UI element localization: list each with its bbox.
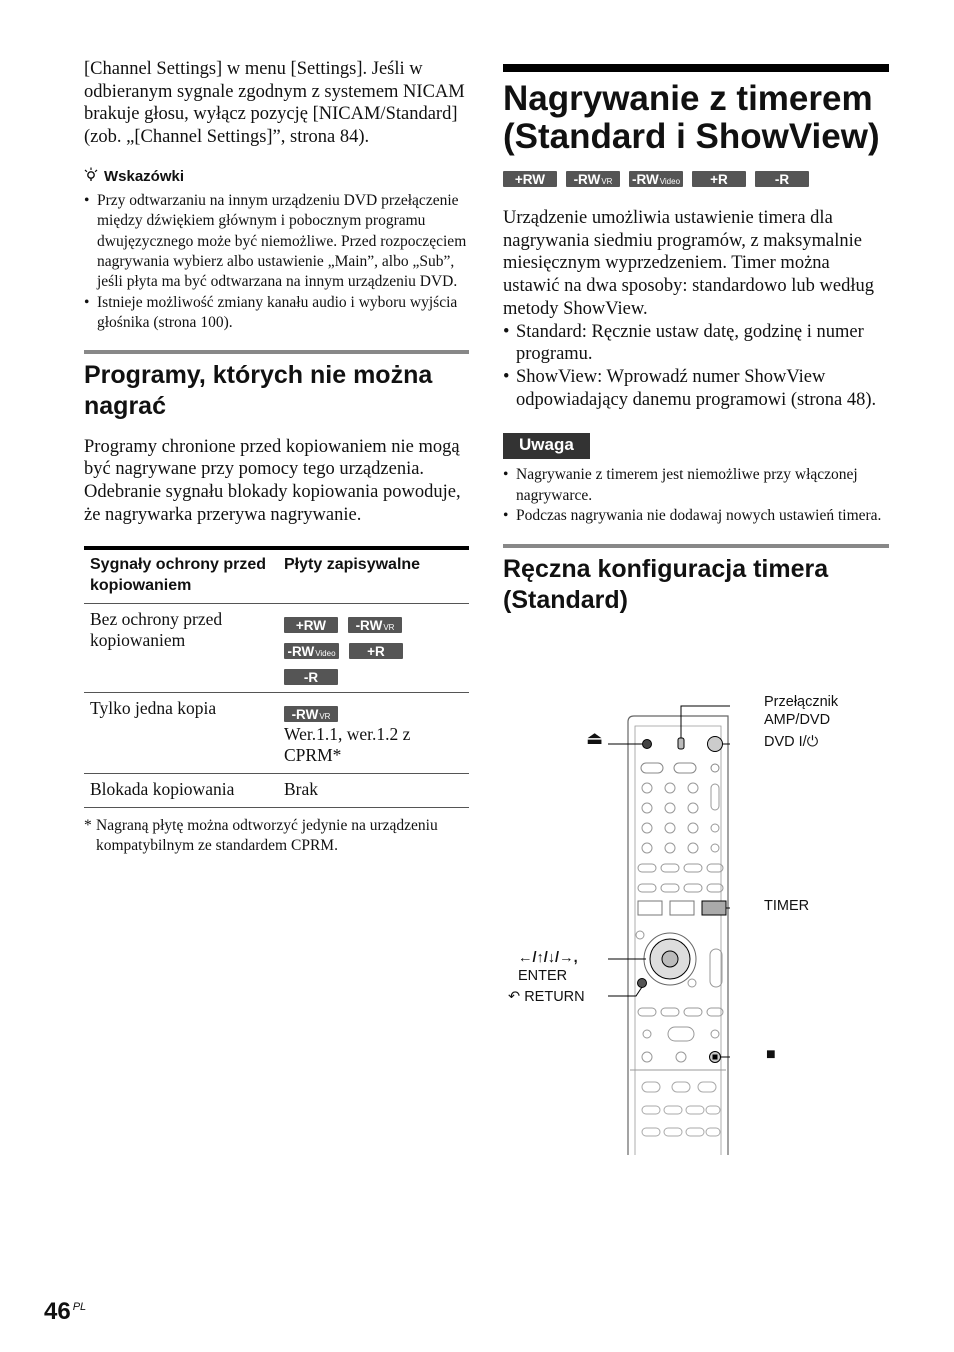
footnote-text: Nagraną płytę można odtworzyć jedynie na urządzeniu kompatybilnym ze standardem CPRM. xyxy=(96,816,438,855)
tip-item: • Przy odtwarzaniu na innym urządzeniu DVD przełączenie między dźwiękiem głównym i pobocznym programu dwujęzycznego może być niemożliwe. Przed rozpoczęciem nagrywania wybierz albo ustawienie „Main”, albo „Sub”, jeśli płyta ma być odtwarzana na innym urządzeniu DVD. xyxy=(84,191,469,293)
method-list xyxy=(503,321,889,412)
badge-plus-r: +R xyxy=(692,171,746,187)
tips-title: Wskazówki xyxy=(104,168,185,186)
badge-minus-r: -R xyxy=(284,669,338,685)
footnote-mark: * xyxy=(84,816,92,834)
return-label: ↶ RETURN xyxy=(508,989,585,1005)
table-row xyxy=(84,693,469,774)
section-title-unrecordable: Programy, których nie można nagrać xyxy=(84,360,433,420)
cell-signal: Bez ochrony przed kopiowaniem xyxy=(90,609,223,651)
disc-badges xyxy=(284,617,463,685)
section-paragraph-2: Odebranie sygnału blokady kopiowania powoduje, że nagrywarka przerywa nagrywanie. xyxy=(84,482,461,525)
subsection-title: Ręczna konfiguracja timera (Standard) xyxy=(503,554,829,614)
header-discs: Płyty zapisywalne xyxy=(284,556,421,574)
header-signal: Sygnały ochrony przed kopiowaniem xyxy=(90,556,267,594)
cell-discs xyxy=(278,693,469,774)
table-header-row xyxy=(84,548,469,604)
intro-paragraph: Urządzenie umożliwia ustawienie timera dla nagrywania siedmiu programów, z maksymalnie miesięcznym wyprzedzeniem. Timer można ustawić na dwa sposoby: standardowo lub według metody ShowView. xyxy=(503,208,874,319)
cell-signal: Tylko jedna kopia xyxy=(90,698,217,719)
note-item: • Podczas nagrywania nie dodawaj nowych ustawień timera. xyxy=(503,506,889,526)
copy-protection-table xyxy=(84,546,469,808)
badge-minus-r: -R xyxy=(755,171,809,187)
badge-minus-rw-vr: -RW $_{VR}$ xyxy=(284,706,338,722)
table-row xyxy=(84,604,469,693)
badge-plus-rw: +RW xyxy=(284,617,338,633)
title-badges xyxy=(503,171,889,187)
section-rule xyxy=(84,350,469,354)
tips-list xyxy=(84,191,469,334)
left-column xyxy=(84,58,469,857)
dvd-power-label: DVD I/⏻ xyxy=(764,734,819,750)
badge-plus-rw: +RW xyxy=(503,171,557,187)
note-label: Uwaga xyxy=(503,433,590,459)
subsection-rule xyxy=(503,544,889,548)
timer-label: TIMER xyxy=(764,898,810,914)
method-item: • ShowView: Wprowadź numer ShowView odpowiadający danemu programowi (strona 48). xyxy=(503,366,889,411)
cell-note: Brak xyxy=(284,778,319,799)
amp-dvd-label: Przełącznik AMP/DVD xyxy=(764,694,839,728)
badge-plus-r: +R xyxy=(349,643,403,659)
return-icon: ↶ xyxy=(508,989,521,1005)
cell-discs xyxy=(278,604,469,693)
remote-control-illustration xyxy=(580,700,730,1155)
enter-label: ENTER xyxy=(518,968,568,984)
intro-paragraph: [Channel Settings] w menu [Settings]. Jeśli w odbieranym sygnale zgodnym z systemem NICAM brakuje głosu, wyłącz pozycję [NICAM/Standard] (zob. „[Channel Settings]”, strona 84). xyxy=(84,59,465,148)
notes-list xyxy=(503,465,889,526)
tip-item: • Istnieje możliwość zmiany kanału audio i wyboru wyjścia głośnika (strona 100). xyxy=(84,293,469,334)
tips-heading xyxy=(84,167,469,187)
lightbulb-icon xyxy=(84,167,98,187)
page-title: Nagrywanie z timerem (Standard i ShowView) xyxy=(503,79,880,156)
page-number: 46 $^{PL}$ xyxy=(44,1298,87,1325)
title-rule xyxy=(503,64,889,72)
table-row xyxy=(84,773,469,807)
badge-minus-rw-vr: -RW $_{VR}$ xyxy=(348,617,402,633)
cell-note: Wer.1.1, wer.1.2 z CPRM* xyxy=(284,723,411,765)
method-item: • Standard: Ręcznie ustaw datę, godzinę i numer programu. xyxy=(503,321,889,366)
note-item: • Nagrywanie z timerem jest niemożliwe przy włączonej nagrywarce. xyxy=(503,465,889,506)
badge-minus-rw-video: -RW $_{Video}$ xyxy=(284,643,339,659)
arrows-label: ←/↑/↓/→, xyxy=(518,950,578,966)
badge-minus-rw-vr: -RW $_{VR}$ xyxy=(566,171,620,187)
section-paragraph-1: Programy chronione przed kopiowaniem nie mogą być nagrywane przy pomocy tego urządzenia. xyxy=(84,436,460,480)
eject-icon: ⏏ xyxy=(586,728,604,748)
table-footnote xyxy=(84,816,469,857)
badge-minus-rw-video: -RW $_{Video}$ xyxy=(629,171,683,187)
cell-signal: Blokada kopiowania xyxy=(90,778,235,799)
right-column xyxy=(503,64,889,616)
stop-icon: ■ xyxy=(766,1046,776,1063)
